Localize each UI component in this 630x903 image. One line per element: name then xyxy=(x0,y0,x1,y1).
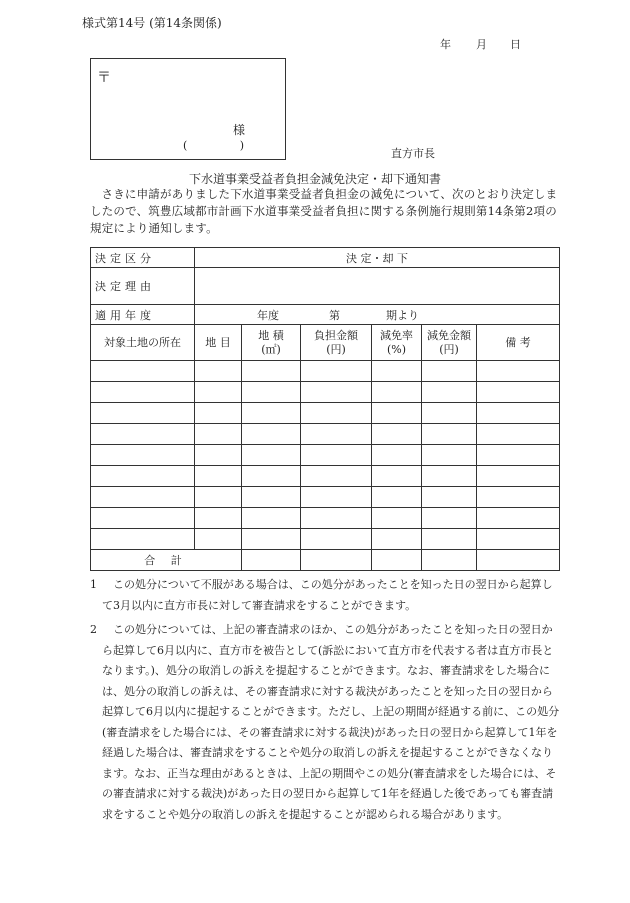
date-line xyxy=(440,36,521,52)
cell[interactable] xyxy=(242,466,301,487)
cell[interactable] xyxy=(477,487,560,508)
cell[interactable] xyxy=(422,382,477,403)
postal-mark: 〒 xyxy=(97,70,111,86)
paren-close: ) xyxy=(239,139,245,152)
cell[interactable] xyxy=(301,445,372,466)
table-header-row xyxy=(91,325,560,361)
note-text: この処分については、上記の審査請求のほか、この処分があったことを知った日の翌日から起算して6月以内に、直方市を被告として(訴訟において直方市を代表する者は直方市長となります。)、処分の取消しの訴えを提起することができます。なお、審査請求をした場合には、処分の取消しの訴えは、その審査請求に対する裁決があったことを知った日の翌日から起算して6月以内に提起することができます。ただし、上記の期間が経過する前に、この処分(審査請求をした場合には、その審査請求に対する裁決)があった日の翌日から起算して1年を経過した場合は、審査請求をすることや処分の取消しの訴えを提起することができなくなります。なお、正当な理由があるときは、上記の期間やこの処分(審査請求をした場合には、その審査請求に対する裁決)があった日の翌日から起算して1年を経過した後であっても審査請求をすることや処分の取消しの訴えを提起することが認められる場合があります。 xyxy=(102,623,560,821)
cell[interactable] xyxy=(195,445,242,466)
cell[interactable] xyxy=(91,529,195,550)
cell[interactable] xyxy=(422,466,477,487)
cell[interactable] xyxy=(477,382,560,403)
table-row xyxy=(91,424,560,445)
cell[interactable] xyxy=(91,361,195,382)
cell[interactable] xyxy=(477,403,560,424)
header-location: 対象土地の所在 xyxy=(91,325,195,361)
header-chimoku: 地 目 xyxy=(195,325,242,361)
cell[interactable] xyxy=(242,508,301,529)
cell[interactable] xyxy=(372,361,422,382)
cell[interactable] xyxy=(242,487,301,508)
header-reduction-label: 減免金額 xyxy=(427,328,471,342)
recipient-address-box[interactable] xyxy=(90,58,286,160)
cell[interactable] xyxy=(91,466,195,487)
date-year-label: 年 xyxy=(440,38,451,51)
header-reduction xyxy=(422,325,477,361)
cell[interactable] xyxy=(195,361,242,382)
year-dai: 第 xyxy=(329,308,340,322)
cell[interactable] xyxy=(301,403,372,424)
note-number: 1 xyxy=(90,578,97,591)
cell[interactable] xyxy=(301,424,372,445)
cell[interactable] xyxy=(91,508,195,529)
note-1 xyxy=(90,575,560,616)
cell[interactable] xyxy=(242,403,301,424)
issuer-name: 直方市長 xyxy=(391,147,435,160)
table-row xyxy=(91,445,560,466)
cell[interactable] xyxy=(477,424,560,445)
cell[interactable] xyxy=(301,361,372,382)
header-amount-label: 負担金額 xyxy=(314,328,358,342)
cell[interactable] xyxy=(195,508,242,529)
note-number: 2 xyxy=(90,623,97,636)
cell[interactable] xyxy=(372,445,422,466)
cell[interactable] xyxy=(372,424,422,445)
cell[interactable] xyxy=(422,487,477,508)
cell[interactable] xyxy=(91,487,195,508)
table-row xyxy=(91,403,560,424)
cell[interactable] xyxy=(422,508,477,529)
cell[interactable] xyxy=(372,403,422,424)
header-area-unit: (㎡) xyxy=(261,342,281,356)
cell[interactable] xyxy=(301,487,372,508)
total-cell[interactable] xyxy=(422,550,477,571)
cell[interactable] xyxy=(301,466,372,487)
cell[interactable] xyxy=(372,508,422,529)
cell[interactable] xyxy=(301,382,372,403)
total-cell[interactable] xyxy=(477,550,560,571)
total-row xyxy=(91,550,560,571)
year-row xyxy=(91,305,560,325)
cell[interactable] xyxy=(372,529,422,550)
cell[interactable] xyxy=(477,445,560,466)
cell[interactable] xyxy=(301,529,372,550)
cell[interactable] xyxy=(91,424,195,445)
intro-paragraph: さきに申請がありました下水道事業受益者負担金の減免について、次のとおり決定しましたので、筑豊広域都市計画下水道事業受益者負担に関する条例施行規則第14条第2項の規定により通知します。 xyxy=(90,187,558,235)
header-reduction-unit: (円) xyxy=(439,342,459,356)
cell[interactable] xyxy=(195,424,242,445)
cell[interactable] xyxy=(242,424,301,445)
cell[interactable] xyxy=(242,382,301,403)
cell[interactable] xyxy=(195,466,242,487)
table-row xyxy=(91,466,560,487)
cell[interactable] xyxy=(91,403,195,424)
cell[interactable] xyxy=(195,403,242,424)
parenthesis-field xyxy=(183,139,244,152)
table-row xyxy=(91,487,560,508)
note-2 xyxy=(90,620,560,825)
cell[interactable] xyxy=(91,445,195,466)
table-row xyxy=(91,529,560,550)
cell[interactable] xyxy=(195,487,242,508)
date-day-label: 日 xyxy=(510,38,521,51)
cell[interactable] xyxy=(422,361,477,382)
paren-open: ( xyxy=(183,139,188,152)
total-cell[interactable] xyxy=(301,550,372,571)
header-amount xyxy=(301,325,372,361)
cell[interactable] xyxy=(477,508,560,529)
cell[interactable] xyxy=(242,529,301,550)
document-title: 下水道事業受益者負担金減免決定・却下通知書 xyxy=(188,172,441,186)
reason-row xyxy=(91,268,560,305)
total-cell[interactable] xyxy=(242,550,301,571)
cell[interactable] xyxy=(422,424,477,445)
decision-value[interactable]: 決 定・却 下 xyxy=(195,248,560,268)
header-amount-unit: (円) xyxy=(326,342,346,356)
total-label: 合 計 xyxy=(91,550,242,571)
cell[interactable] xyxy=(372,382,422,403)
year-kiyori: 期より xyxy=(386,308,419,322)
reason-label: 決定理由 xyxy=(91,268,195,305)
notes-section xyxy=(90,575,560,825)
header-area-label: 地 積 xyxy=(258,328,284,342)
form-number: 様式第14号 (第14条関係) xyxy=(82,16,222,30)
cell[interactable] xyxy=(477,529,560,550)
cell[interactable] xyxy=(91,382,195,403)
cell[interactable] xyxy=(242,445,301,466)
cell[interactable] xyxy=(422,529,477,550)
year-label: 適用年度 xyxy=(91,305,195,325)
decision-row xyxy=(91,248,560,268)
cell[interactable] xyxy=(372,466,422,487)
header-area xyxy=(242,325,301,361)
cell[interactable] xyxy=(422,445,477,466)
date-month-label: 月 xyxy=(476,38,487,51)
header-rate xyxy=(372,325,422,361)
notice-table xyxy=(90,247,560,571)
cell[interactable] xyxy=(477,361,560,382)
table-row xyxy=(91,508,560,529)
cell[interactable] xyxy=(195,529,242,550)
total-cell[interactable] xyxy=(372,550,422,571)
table-row xyxy=(91,382,560,403)
decision-label: 決定区分 xyxy=(91,248,195,268)
note-text: この処分について不服がある場合は、この処分があったことを知った日の翌日から起算して3月以内に直方市長に対して審査請求をすることができます。 xyxy=(102,578,553,612)
table-row xyxy=(91,361,560,382)
honorific-sama: 様 xyxy=(233,123,246,137)
cell[interactable] xyxy=(372,487,422,508)
cell[interactable] xyxy=(422,403,477,424)
reason-value[interactable] xyxy=(195,268,560,305)
year-nendo: 年度 xyxy=(257,308,279,322)
cell[interactable] xyxy=(195,382,242,403)
cell[interactable] xyxy=(242,361,301,382)
header-remarks: 備 考 xyxy=(477,325,560,361)
cell[interactable] xyxy=(301,508,372,529)
header-rate-label: 減免率 xyxy=(380,328,413,342)
cell[interactable] xyxy=(477,466,560,487)
year-value[interactable] xyxy=(195,305,560,325)
header-rate-unit: (%) xyxy=(386,342,407,356)
